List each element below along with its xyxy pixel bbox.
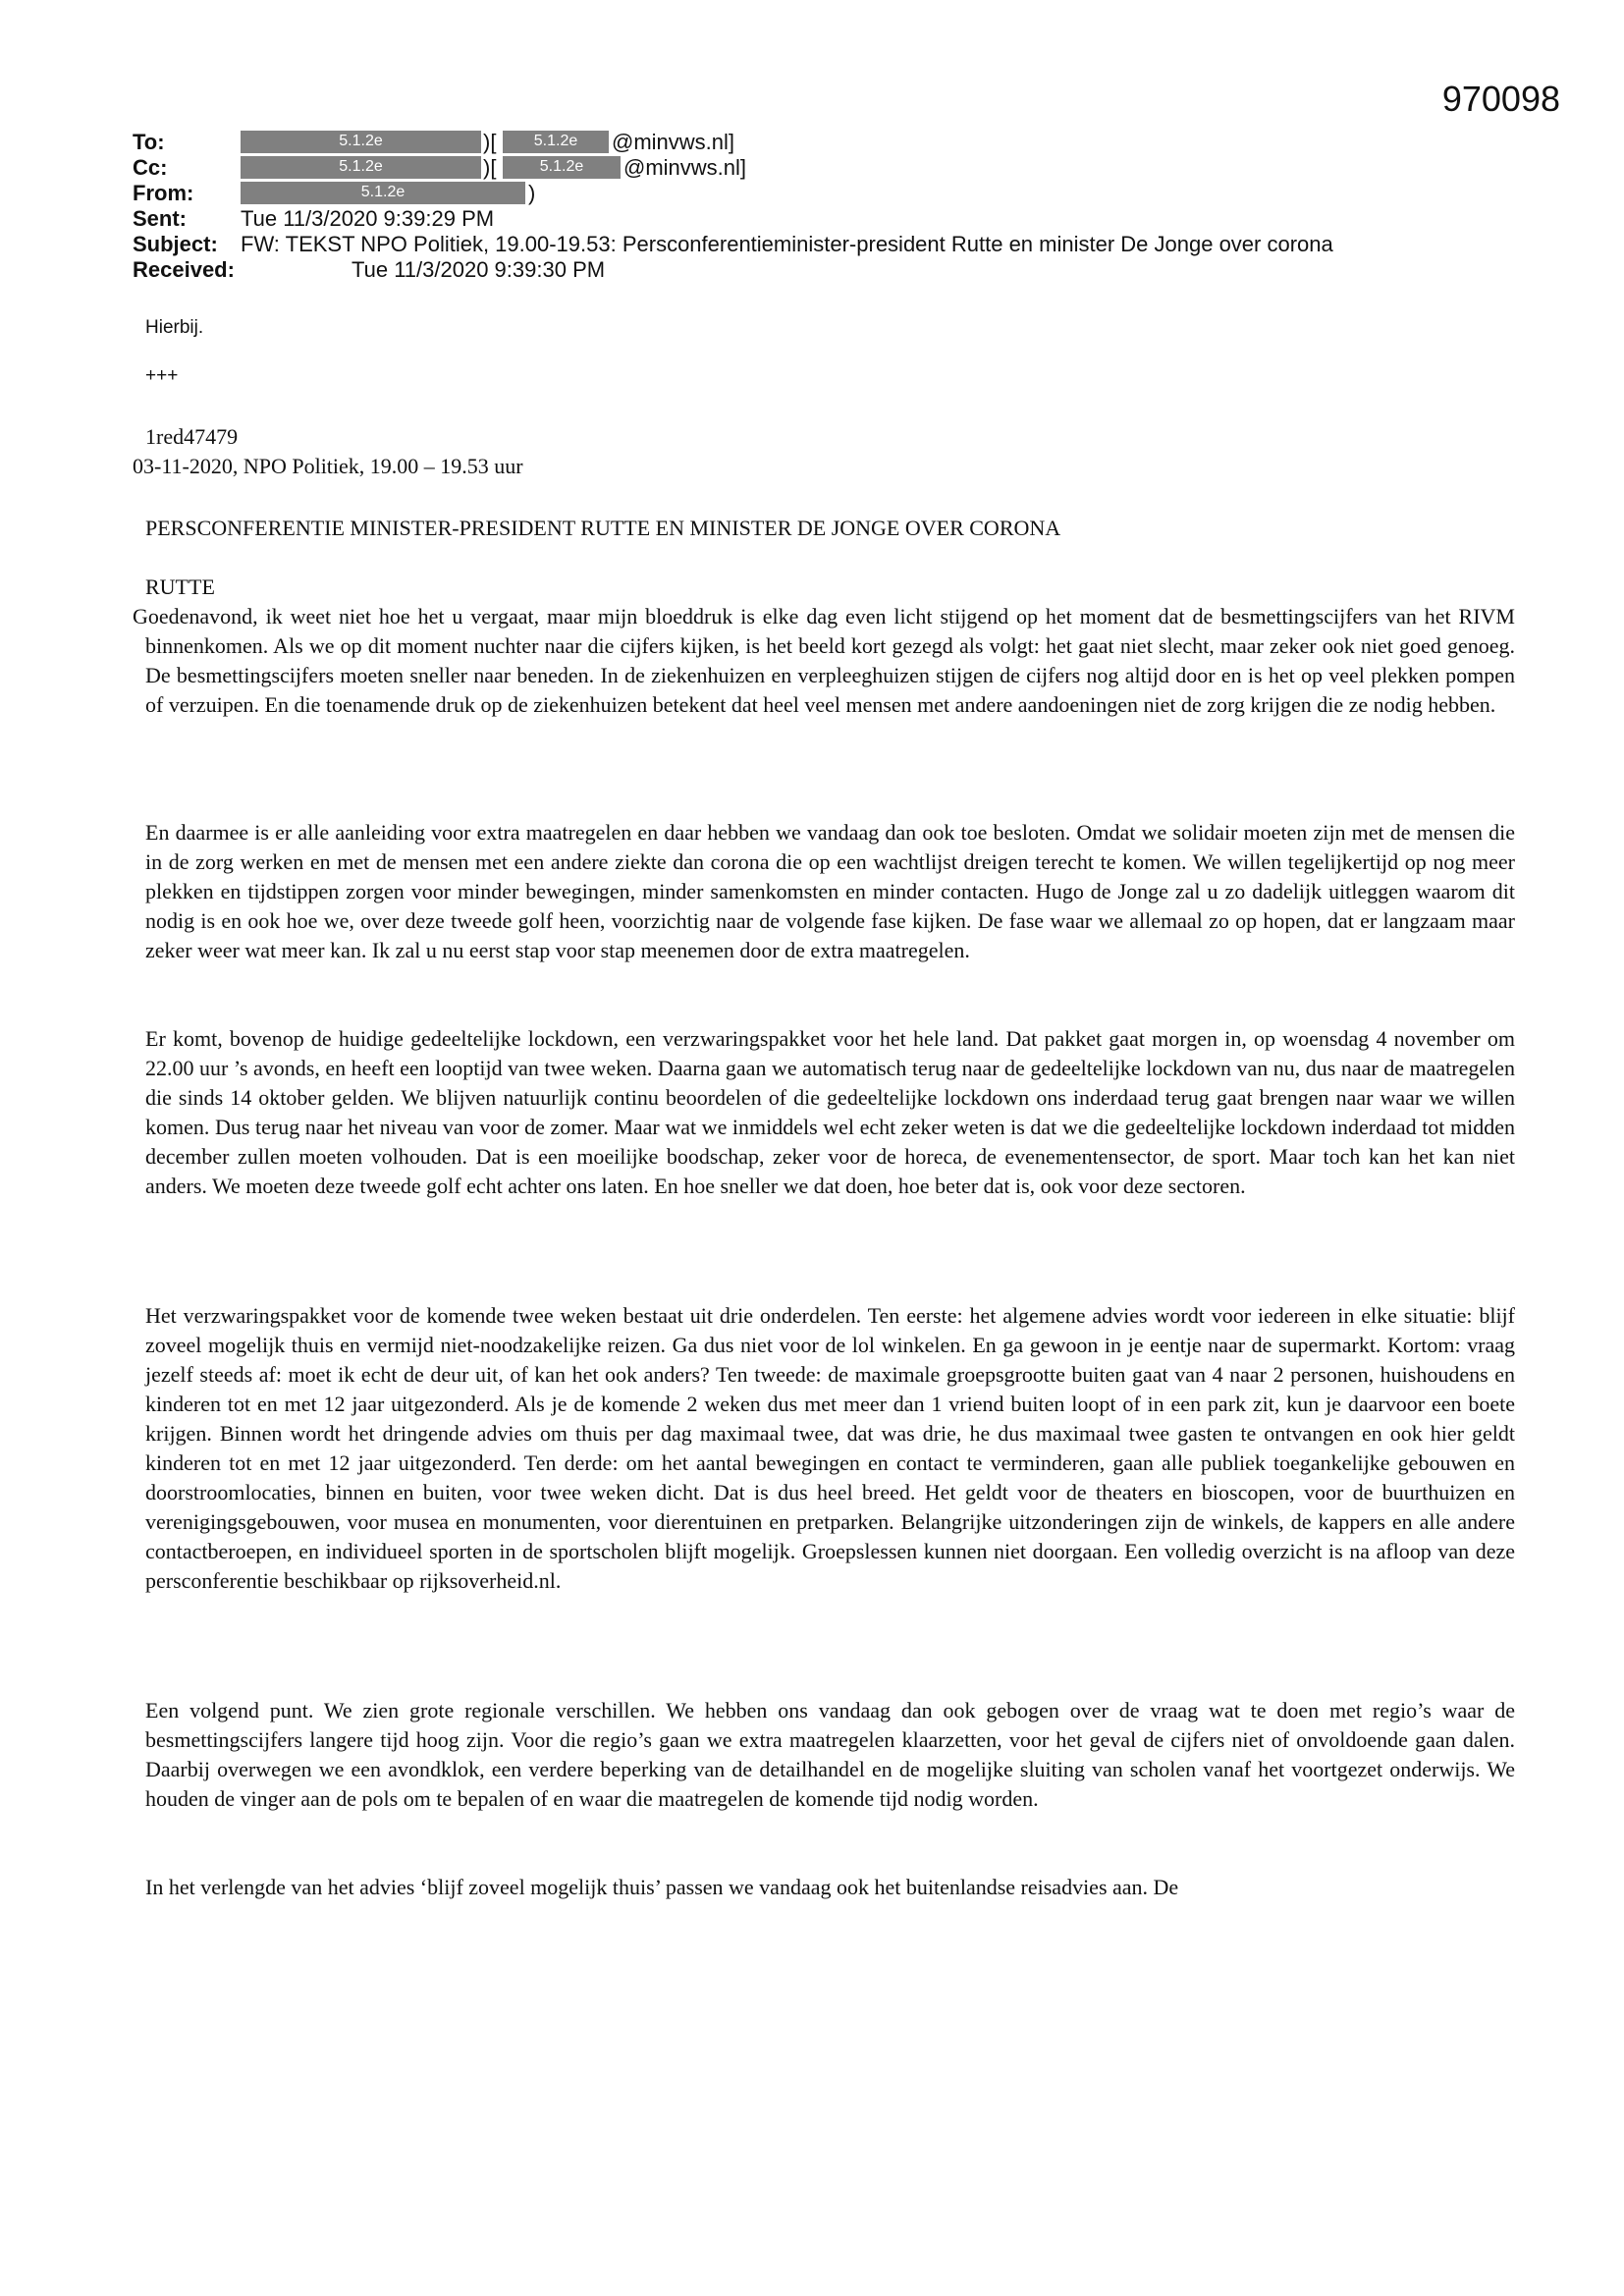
separator: +++ (145, 365, 179, 386)
cc-separator: )[ (483, 155, 497, 180)
from-label: From: (133, 181, 194, 205)
received-label: Received: (133, 257, 235, 282)
document-number: 970098 (1441, 79, 1560, 119)
paragraph-3 (145, 1024, 1515, 1201)
subject-row (133, 232, 1556, 257)
paragraph-6 (145, 1873, 1515, 1902)
to-row (133, 130, 1556, 155)
paragraph-1 (133, 602, 1515, 720)
redaction-block: 5.1.2e (241, 156, 481, 179)
speaker-name: RUTTE (145, 574, 215, 599)
from-close: ) (528, 181, 536, 205)
sent-value: Tue 11/3/2020 9:39:29 PM (241, 206, 495, 231)
redaction-block: 5.1.2e (241, 182, 525, 204)
broadcast-line: 03-11-2020, NPO Politiek, 19.00 – 19.53 uur (133, 454, 523, 478)
to-separator: )[ (483, 130, 497, 154)
sent-row (133, 206, 1556, 232)
received-value: Tue 11/3/2020 9:39:30 PM (352, 257, 606, 282)
redaction-block: 5.1.2e (503, 131, 609, 153)
greeting: Hierbij. (145, 317, 204, 338)
to-domain: @minvws.nl] (612, 130, 735, 154)
paragraph-text: Het verzwaringspakket voor de komende twee weken bestaat uit drie onderdelen. Ten eerste: het algemene advies wordt voor iedereen in elke situatie: blijf zoveel mogelijk thuis en vermijd niet-noodzakelijke reizen. Ga dus niet voor de lol winkelen. En ga gewoon in je eentje naar de supermarkt. Kortom: vraag jezelf steeds af: moet ik echt de deur uit, of kan het ook anders? Ten tweede: de maximale groepsgrootte buiten gaat van 4 naar 2 personen, huishoudens en kinderen tot en met 12 jaar uitgezonderd. Als je de komende 2 weken dus met meer dan 1 vriend buiten loopt of in een park zit, kun je daarvoor een boete krijgen. Binnen wordt het dringende advies om thuis per dag maximaal twee, dat was drie, he dus maximaal twee gasten te ontvangen en ook hier geldt kinderen tot en met 12 jaar uitgezonderd. Ten derde: om het aantal bewegingen en contact te verminderen, gaan alle publiek toegankelijke gebouwen en doorstroomlocaties, binnen en buiten, voor twee weken dicht. Dat is dus heel breed. Het geldt voor de theaters en bioscopen, voor de buurthuizen en verenigingsgebouwen, voor musea en monumenten, voor dierentuinen en pretparken. Belangrijke uitzonderingen zijn de winkels, de kappers en alle andere contactberoepen, en individueel sporten in de sportscholen blijft mogelijk. Groepslessen kunnen niet doorgaan. Een volledig overzicht is na afloop van deze persconferentie beschikbaar op rijksoverheid.nl. (145, 1303, 1515, 1593)
redaction-block: 5.1.2e (241, 131, 481, 153)
cc-domain: @minvws.nl] (623, 155, 747, 180)
reference-number: 1red47479 (145, 424, 239, 449)
from-row (133, 181, 1556, 206)
cc-label: Cc: (133, 155, 168, 180)
paragraph-text: Een volgend punt. We zien grote regionale verschillen. We hebben ons vandaag dan ook gebogen over de vraag wat te doen met regio’s waar de besmettingscijfers langere tijd hoog zijn. Voor die regio’s gaan we extra maatregelen klaarzetten, voor het geval de cijfers niet of onvoldoende gaan dalen. Daarbij overwegen we een avondklok, een verdere beperking van de detailhandel en de mogelijke sluiting van scholen vanaf het voortgezet onderwijs. We houden de vinger aan de pols om te bepalen of en waar die maatregelen de komende tijd nodig worden. (145, 1698, 1515, 1811)
paragraph-text: Er komt, bovenop de huidige gedeeltelijke lockdown, een verzwaringspakket voor het hele land. Dat pakket gaat morgen in, op woensdag 4 november om 22.00 uur ’s avonds, en heeft een looptijd van twee weken. Daarna gaan we automatisch terug naar de gedeeltelijke lockdown van nu, dus naar de maatregelen die sinds 14 oktober gelden. We blijven natuurlijk continu beoordelen of die gedeeltelijke lockdown ons inderdaad terug gaat brengen naar waar we willen komen. Dus terug naar het niveau van voor de zomer. Maar wat we inmiddels wel echt zeker weten is dat we die gedeeltelijke lockdown inderdaad tot midden december zullen moeten volhouden. Dat is een moeilijke boodschap, zeker voor de horeca, de evenementensector, de sport. Maar toch kan het kan niet anders. We moeten deze tweede golf echt achter ons laten. En hoe sneller we dat doen, hoe beter dat is, ook voor deze sectoren. (145, 1026, 1515, 1198)
paragraph-text: In het verlengde van het advies ‘blijf zoveel mogelijk thuis’ passen we vandaag ook het buitenlandse reisadvies aan. De (145, 1875, 1179, 1899)
cc-row (133, 155, 1556, 181)
transcript-title: PERSCONFERENTIE MINISTER-PRESIDENT RUTTE EN MINISTER DE JONGE OVER CORONA (145, 516, 1061, 540)
redaction-block: 5.1.2e (503, 156, 621, 179)
subject-value: FW: TEKST NPO Politiek, 19.00-19.53: Persconferentieminister-president Rutte en minister De Jonge over corona (241, 232, 1333, 256)
email-header (133, 130, 1556, 283)
paragraph-2 (145, 818, 1515, 965)
sent-label: Sent: (133, 206, 187, 231)
paragraph-5 (145, 1696, 1515, 1814)
to-label: To: (133, 130, 165, 154)
paragraph-text: En daarmee is er alle aanleiding voor extra maatregelen en daar hebben we vandaag dan ook toe besloten. Omdat we solidair moeten zijn met de mensen die in de zorg werken en met de mensen met een andere ziekte dan corona die op een wachtlijst dreigen terecht te komen. We willen tegelijkertijd op nog meer plekken en tijdstippen zorgen voor minder bewegingen, minder samenkomsten en minder contacten. Hugo de Jonge zal u zo dadelijk uitleggen waarom dit nodig is en ook hoe we, over deze tweede golf heen, voorzichtig naar de volgende fase kijken. De fase waar we allemaal zo op hopen, dat er langzaam maar zeker weer wat meer kan. Ik zal u nu eerst stap voor stap meenemen door de extra maatregelen. (145, 820, 1515, 962)
received-row (133, 257, 1556, 283)
paragraph-4 (145, 1301, 1515, 1596)
paragraph-text: Goedenavond, ik weet niet hoe het u vergaat, maar mijn bloeddruk is elke dag even licht stijgend op het moment dat de besmettingscijfers van het RIVM binnenkomen. Als we op dit moment nuchter naar die cijfers kijken, is het beeld kort gezegd als volgt: het gaat niet slecht, maar zeker ook niet goed genoeg. De besmettingscijfers moeten sneller naar beneden. In de ziekenhuizen en verpleeghuizen stijgen de cijfers nog altijd door en is het op veel plekken pompen of verzuipen. En die toenamende druk op de ziekenhuizen betekent dat heel veel mensen met andere aandoeningen niet de zorg krijgen die ze nodig hebben. (133, 604, 1515, 717)
subject-label: Subject: (133, 232, 218, 256)
